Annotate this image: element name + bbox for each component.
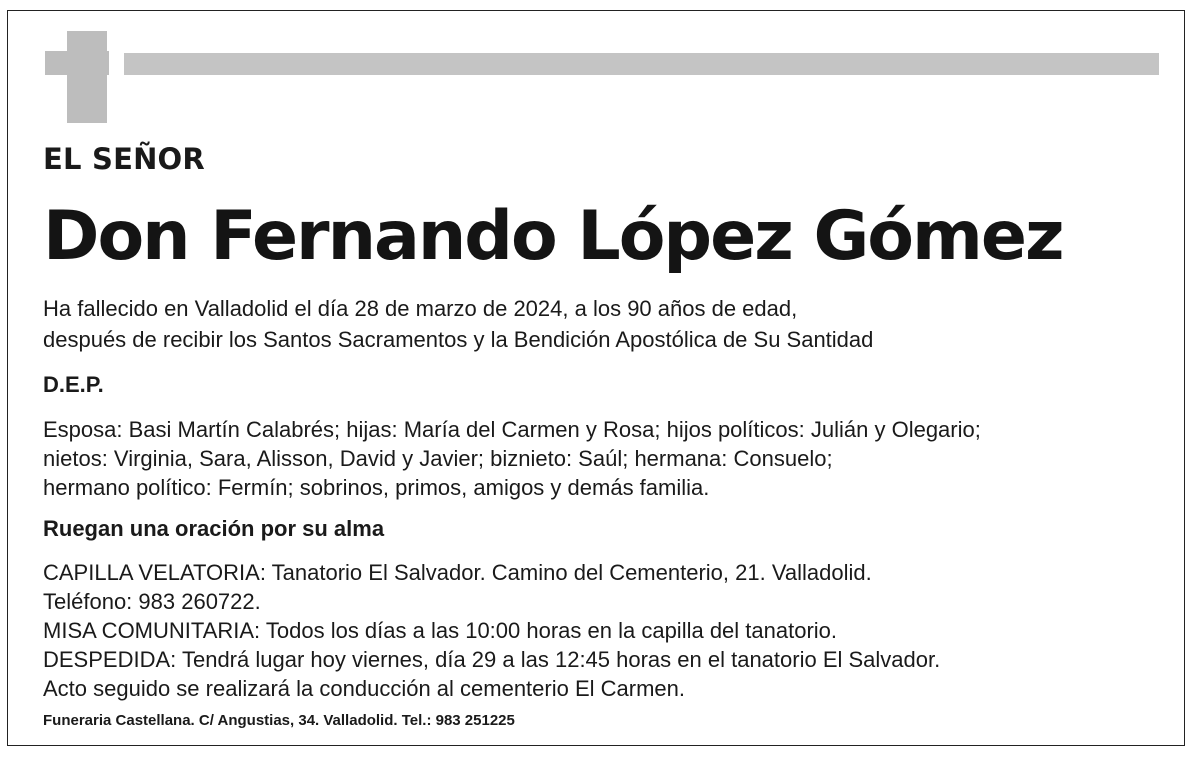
info-block: [43, 558, 940, 703]
info-line: Acto seguido se realizará la conducción al cementerio El Carmen.: [43, 676, 685, 701]
cross-icon-arm: [45, 51, 109, 75]
family-line: hermano político: Fermín; sobrinos, primos, amigos y demás familia.: [43, 475, 710, 500]
family-line: nietos: Virginia, Sara, Alisson, David y Javier; biznieto: Saúl; hermana: Consuelo;: [43, 446, 833, 471]
title: EL SEÑOR: [43, 142, 205, 176]
deceased-name: Don Fernando López Gómez: [43, 197, 1063, 276]
prayer-request: Ruegan una oración por su alma: [43, 516, 385, 541]
info-line: MISA COMUNITARIA: Todos los días a las 10:00 horas en la capilla del tanatorio.: [43, 618, 838, 643]
info-line: Teléfono: 983 260722.: [43, 589, 261, 614]
family-line: Esposa: Basi Martín Calabrés; hijas: María del Carmen y Rosa; hijos políticos: Julián y Olegario;: [43, 417, 981, 442]
intro-line-2: después de recibir los Santos Sacramentos y la Bendición Apostólica de Su Santidad: [43, 327, 874, 352]
dep-label: D.E.P.: [43, 372, 104, 397]
intro-line-1: Ha fallecido en Valladolid el día 28 de marzo de 2024, a los 90 años de edad,: [43, 296, 798, 321]
family-block: [43, 415, 981, 502]
funeral-home-footer: Funeraria Castellana. C/ Angustias, 34. Valladolid. Tel.: 983 251225: [43, 712, 515, 729]
info-line: DESPEDIDA: Tendrá lugar hoy viernes, día 29 a las 12:45 horas en el tanatorio El Salvador.: [43, 647, 941, 672]
cross-icon: [67, 31, 107, 123]
header-bar: [124, 53, 1159, 75]
info-line: CAPILLA VELATORIA: Tanatorio El Salvador. Camino del Cementerio, 21. Valladolid.: [43, 560, 872, 585]
